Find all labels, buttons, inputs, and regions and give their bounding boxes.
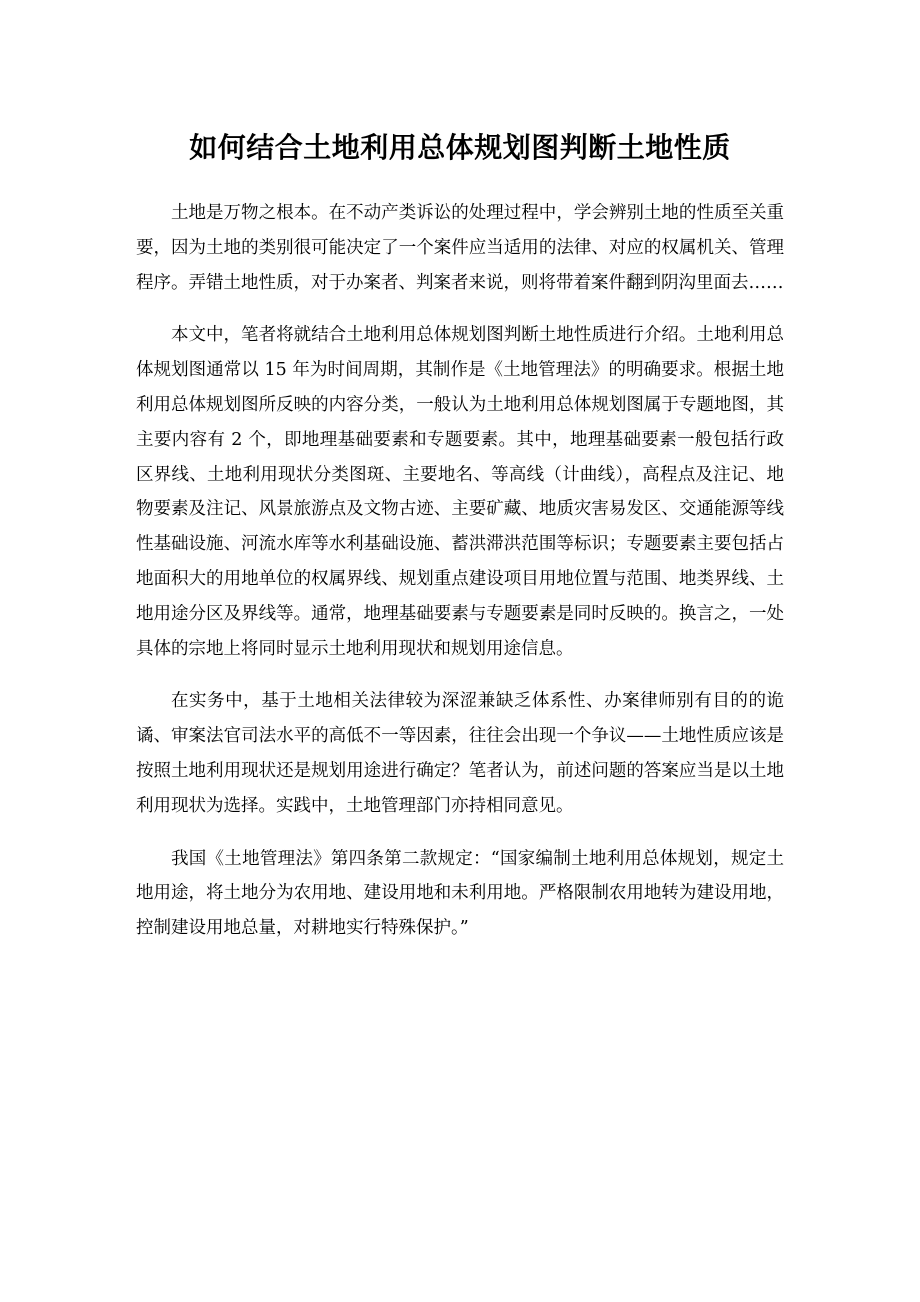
document-title: 如何结合土地利用总体规划图判断土地性质 <box>189 131 731 164</box>
paragraph-land-law-article: 我国《土地管理法》第四条第二款规定：“国家编制土地利用总体规划，规定土地用途，将土地分为农用地、建设用地和未利用地。严格限制农用地转为建设用地，控制建设用地总量，对耕地实行特殊保护。” <box>136 848 784 939</box>
paragraph-planning-map: 本文中，笔者将就结合土地利用总体规划图判断土地性质进行介绍。土地利用总体规划图通常以 15 年为时间周期，其制作是《土地管理法》的明确要求。根据土地利用总体规划图所反映的内容分类，一般认为土地利用总体规划图属于专题地图，其主要内容有 2 个，即地理基础要素和专题要素。其中，地理基础要素一般包括行政区界线、土地利用现状分类图斑、主要地名、等高线（计曲线），高程点及注记、地物要素及注记、风景旅游点及文物古迹、主要矿藏、地质灾害易发区、交通能源等线性基础设施、河流水库等水利基础设施、蓄洪滞洪范围等标识；专题要素主要包括占地面积大的用地单位的权属界线、规划重点建设项目用地位置与范围、地类界线、土地用途分区及界线等。通常，地理基础要素与专题要素是同时反映的。换言之，一处具体的宗地上将同时显示土地利用现状和规划用途信息。 <box>136 325 784 659</box>
document-body <box>136 196 784 964</box>
paragraph-practice-dispute: 在实务中，基于土地相关法律较为深涩兼缺乏体系性、办案律师别有目的的诡谲、审案法官司法水平的高低不一等因素，往往会出现一个争议——土地性质应该是按照土地利用现状还是规划用途进行确定？笔者认为，前述问题的答案应当是以土地利用现状为选择。实践中，土地管理部门亦持相同意见。 <box>136 691 784 816</box>
paragraph-intro: 土地是万物之根本。在不动产类诉讼的处理过程中，学会辨别土地的性质至关重要，因为土地的类别很可能决定了一个案件应当适用的法律、对应的权属机关、管理程序。弄错土地性质，对于办案者、判案者来说，则将带着案件翻到阴沟里面去…… <box>136 203 784 293</box>
